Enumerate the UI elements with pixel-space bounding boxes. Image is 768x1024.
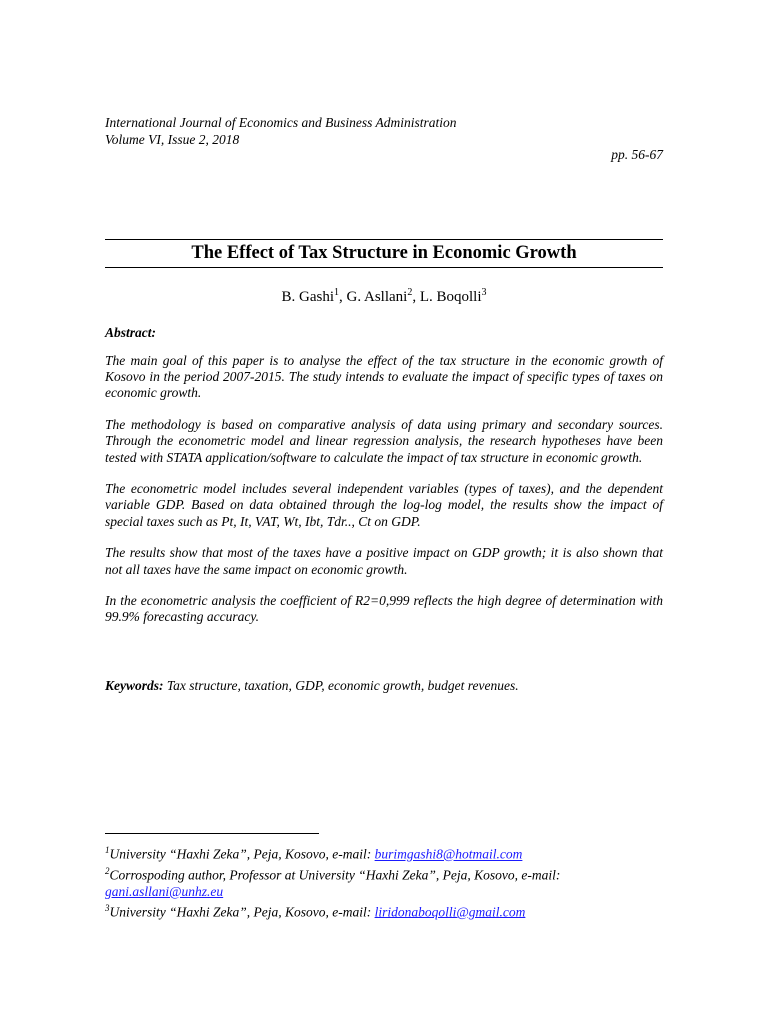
footnote-text: Corrospoding author, Professor at University “Haxhi Zeka”, Peja, Kosovo, e-mail: <box>109 867 561 883</box>
footnote-mark: 3 <box>105 902 110 913</box>
author-separator: , <box>412 289 420 305</box>
keywords-label: Keywords: <box>105 678 164 693</box>
footnote-1 <box>105 842 663 863</box>
abstract-paragraph: The econometric model includes several independent variables (types of taxes), and the dependent variable GDP. Based on data obtained through the log-log model, the results show the impact of special taxes such as Pt, It, VAT, Wt, Ibt, Tdr.., Ct on GDP. <box>105 481 663 529</box>
email-link[interactable]: burimgashi8@hotmail.com <box>374 846 523 862</box>
abstract-paragraph: The results show that most of the taxes have a positive impact on GDP growth; it is also shown that not all taxes have the same impact on economic growth. <box>105 545 663 577</box>
paper-page <box>105 0 663 1024</box>
abstract-heading: Abstract: <box>105 325 157 340</box>
author-list <box>105 287 663 306</box>
footnotes <box>105 842 663 921</box>
journal-volume: Volume VI, Issue 2, 2018 <box>105 131 240 147</box>
author-affiliation-mark: 1 <box>333 287 339 298</box>
footnote-2 <box>105 863 663 900</box>
email-link[interactable]: gani.asllani@unhz.eu <box>105 883 224 899</box>
keywords-line <box>105 678 519 694</box>
footnote-mark: 1 <box>105 845 110 855</box>
author-name: L. Boqolli <box>419 289 482 305</box>
page-range: pp. 56-67 <box>611 147 663 162</box>
footnote-divider <box>105 833 319 834</box>
journal-header <box>105 115 457 148</box>
journal-name: International Journal of Economics and Business Administration <box>105 115 457 130</box>
abstract-paragraph: The methodology is based on comparative analysis of data using primary and secondary sources. Through the econometric model and linear regression analysis, the research hypotheses have been tested with STATA application/software to calculate the impact of tax structure in economic growth. <box>105 417 663 465</box>
email-link[interactable]: liridonaboqolli@gmail.com <box>374 904 526 920</box>
footnote-3 <box>105 900 663 921</box>
footnote-text: University “Haxhi Zeka”, Peja, Kosovo, e-mail: <box>109 904 375 920</box>
keywords-text: Tax structure, taxation, GDP, economic growth, budget revenues. <box>163 678 519 693</box>
author-separator: , <box>338 289 347 305</box>
footnote-text: University “Haxhi Zeka”, Peja, Kosovo, e-mail: <box>109 846 375 862</box>
paper-title: The Effect of Tax Structure in Economic Growth <box>191 243 577 263</box>
title-block <box>105 239 663 268</box>
abstract-paragraph: In the econometric analysis the coefficient of R2=0,999 reflects the high degree of determination with 99.9% forecasting accuracy. <box>105 593 663 625</box>
footnote-mark: 2 <box>105 865 110 876</box>
abstract-body <box>105 353 663 641</box>
author-affiliation-mark: 3 <box>481 287 487 298</box>
author-affiliation-mark: 2 <box>407 287 413 298</box>
author-name: G. Asllani <box>346 289 408 305</box>
abstract-paragraph: The main goal of this paper is to analyse the effect of the tax structure in the economic growth of Kosovo in the period 2007-2015. The study intends to evaluate the impact of specific types of taxes on economic growth. <box>105 353 663 401</box>
author-name: B. Gashi <box>281 289 334 305</box>
